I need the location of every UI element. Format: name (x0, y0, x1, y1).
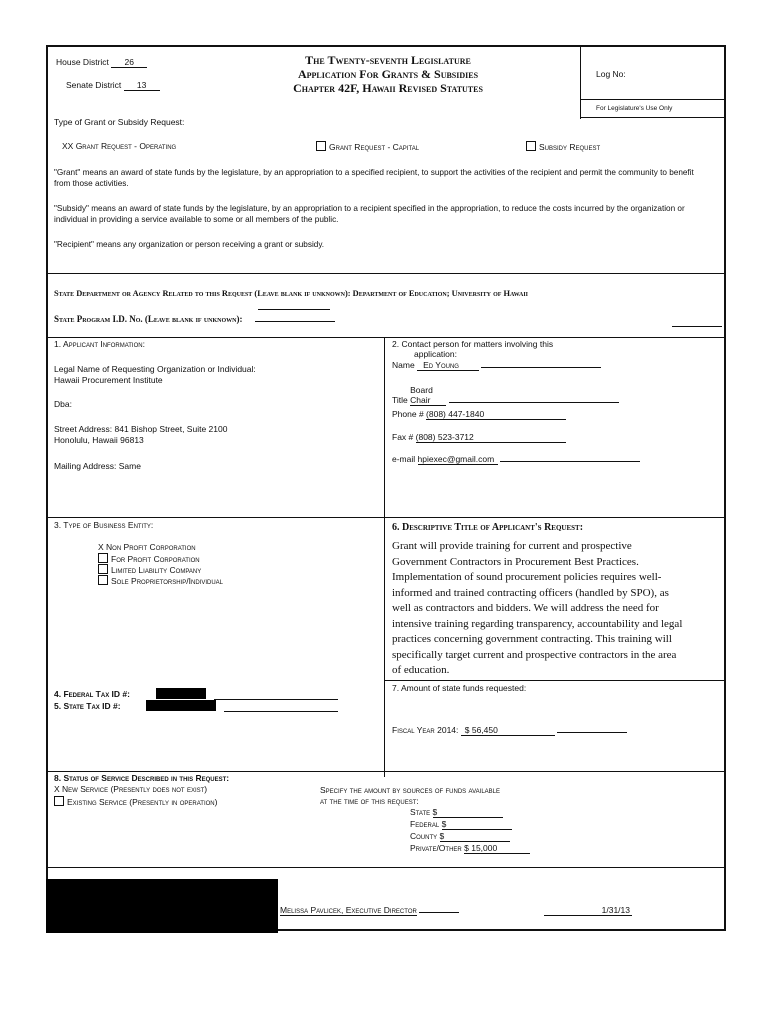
contact-phone[interactable]: Phone # (808) 447-1840 (392, 409, 566, 420)
federal-tax-id[interactable]: 4. Federal Tax ID #: (54, 689, 130, 699)
business-heading: 3. Type of Business Entity: (54, 520, 154, 530)
state-tax-id[interactable]: 5. State Tax ID #: (54, 701, 121, 711)
specify-line-1: Specify the amount by sources of funds available (320, 785, 501, 795)
checkbox[interactable] (54, 796, 64, 806)
redaction (146, 700, 216, 711)
county-funds[interactable]: County $ (410, 831, 510, 842)
program-id-row: State Program I.D. No. (Leave blank if unknown): (54, 314, 335, 324)
contact-heading-2: application: (414, 349, 458, 359)
existing-service-option[interactable]: Existing Service (Presently in operation) (54, 796, 217, 807)
descriptive-heading: 6. Descriptive Title of Applicant's Request: (392, 522, 584, 533)
checkbox[interactable] (526, 141, 536, 151)
contact-name[interactable]: Name Ed Young (392, 360, 601, 371)
contact-fax[interactable]: Fax # (808) 523-3712 (392, 432, 566, 443)
department-row: State Department or Agency Related to this Request (Leave blank if unknown): Department of Education; University of Hawaii (54, 289, 529, 298)
status-heading: 8. Status of Service Described in this Request: (54, 773, 230, 783)
signer-name: Melissa Pavlicek, Executive Director (280, 905, 459, 916)
state-funds[interactable]: State $ (410, 807, 503, 818)
federal-funds[interactable]: Federal $ (410, 819, 512, 830)
mailing-address: Mailing Address: Same (54, 461, 141, 471)
form-title: The Twenty-seventh Legislature Application For Grants & Subsidies Chapter 42F, Hawaii Revised Statutes (293, 53, 483, 95)
signature-date: 1/31/13 (544, 905, 632, 916)
street-address: Street Address: 841 Bishop Street, Suite 2100 (54, 424, 228, 434)
checkbox[interactable] (98, 553, 108, 563)
fiscal-year-row[interactable]: Fiscal Year 2014: $ 56,450 (392, 725, 627, 736)
legal-name-value: Hawaii Procurement Institute (54, 375, 163, 385)
grant-capital-option[interactable]: Grant Request - Capital (316, 141, 419, 152)
grant-definition: "Grant" means an award of state funds by the legislature, by an appropriation to a specified recipient, to support the activities of the recipient and permit the community to benefit from those activities. (54, 168, 694, 188)
amount-heading: 7. Amount of state funds requested: (392, 683, 527, 693)
grant-operating-option[interactable]: XX Grant Request - Operating (62, 141, 177, 151)
legislature-use-note: For Legislature's Use Only (596, 105, 673, 112)
redaction (156, 688, 206, 699)
nonprofit-option[interactable]: X Non Profit Corporation (98, 542, 196, 552)
request-type-label: Type of Grant or Subsidy Request: (54, 117, 185, 127)
recipient-definition: "Recipient" means any organization or person receiving a grant or subsidy. (54, 240, 325, 249)
descriptive-text: Grant will provide training for current and prospective Government Contractors in Procurement Best Practices. Implementation of sound procurement policies requires well- informed and trained contracting officers (handled by SPO), as well as contractors and bidders. We will address the need for intensive training regarding transparency, accountability and legal practices concerning government contracting. This training will specifically target current and prospective contractors in the area of education. (392, 540, 683, 676)
subsidy-definition: "Subsidy" means an award of state funds by the legislature, by an appropriation to a recipient specified in the appropriation, to reduce the costs incurred by the organization or individual in providing a service available to some or all members of the public. (54, 204, 685, 224)
checkbox[interactable] (98, 575, 108, 585)
contact-heading: 2. Contact person for matters involving this (392, 339, 554, 349)
subsidy-option[interactable]: Subsidy Request (526, 141, 600, 152)
forprofit-option[interactable]: For Profit Corporation (98, 553, 200, 564)
application-form (46, 45, 726, 931)
llc-option[interactable]: Limited Liability Company (98, 564, 201, 575)
house-district: House District 26 (56, 57, 147, 68)
legal-name-label: Legal Name of Requesting Organization or Individual: (54, 364, 256, 374)
specify-line-2: at the time of this request: (320, 796, 419, 806)
contact-email[interactable]: e-mail hpiexec@gmail.com (392, 454, 640, 465)
sole-prop-option[interactable]: Sole Proprietorship/Individual (98, 575, 223, 586)
senate-district: Senate District 13 (66, 80, 160, 91)
private-funds[interactable]: Private/Other $ 15,000 (410, 843, 530, 854)
dba-label: Dba: (54, 399, 72, 409)
log-no-label: Log No: (596, 69, 626, 79)
checkbox[interactable] (98, 564, 108, 574)
contact-title[interactable]: Title Board Chair (392, 385, 619, 406)
checkbox[interactable] (316, 141, 326, 151)
city-state: Honolulu, Hawaii 96813 (54, 435, 144, 445)
new-service-option[interactable]: X New Service (Presently does not exist) (54, 784, 208, 794)
signature-redaction (46, 879, 278, 933)
applicant-heading: 1. Applicant Information: (54, 339, 145, 349)
program-id-field[interactable] (255, 321, 335, 322)
